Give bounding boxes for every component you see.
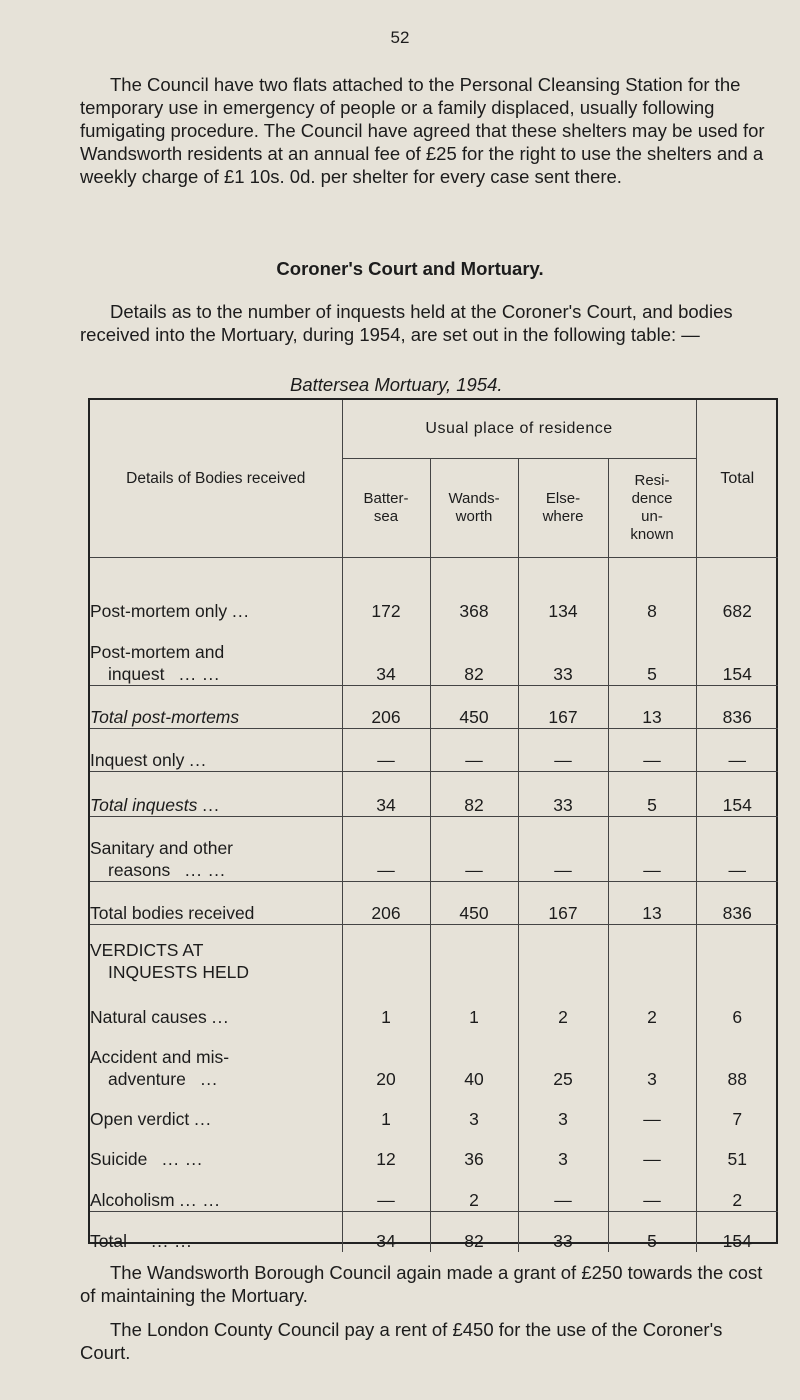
cell-elsewhere: 33 xyxy=(518,772,608,817)
cell-total: 88 xyxy=(727,1068,748,1089)
cell-wandsworth: 82 xyxy=(430,772,518,817)
header-wandsworth: Wands- worth xyxy=(430,459,518,558)
table-caption: Battersea Mortuary, 1954. xyxy=(290,374,503,395)
row-label: Post-mortem and inquest ... ... xyxy=(90,622,342,686)
cell-wandsworth: 82 xyxy=(430,622,518,686)
rent-paragraph: The London County Council pay a rent of £450 for the use of the Coroner's Court. xyxy=(80,1319,723,1363)
row-label: Post-mortem only ... xyxy=(90,558,342,622)
cell-total: 154 xyxy=(696,772,778,817)
cell-wandsworth: 36 xyxy=(430,1130,518,1170)
header-battersea: Batter- sea xyxy=(342,459,430,558)
cell-elsewhere: 3 xyxy=(518,1130,608,1170)
details-paragraph: Details as to the number of inquests held at the Coroner's Court, and bodies received into the Mortuary, during 1954, are set out in the following table: — xyxy=(80,301,733,345)
table-row xyxy=(90,1170,778,1212)
row-label: Accident and mis- adventure ... xyxy=(90,1028,342,1090)
cell-battersea: 12 xyxy=(342,1130,430,1170)
cell-elsewhere: 134 xyxy=(518,558,608,622)
mortuary-table xyxy=(88,398,778,1251)
cell-elsewhere: 167 xyxy=(518,882,608,925)
cell-battersea: 20 xyxy=(342,1028,430,1090)
cell-unknown: 5 xyxy=(608,772,696,817)
cell-battersea: 1 xyxy=(342,1090,430,1130)
cell-unknown: — xyxy=(608,1090,696,1130)
header-elsewhere: Else- where xyxy=(518,459,608,558)
cell-unknown: 2 xyxy=(608,983,696,1028)
cell-wandsworth: 82 xyxy=(430,1212,518,1252)
table-row xyxy=(90,983,778,1028)
header-total: Total xyxy=(696,400,778,558)
table-row xyxy=(90,882,778,925)
cell-elsewhere: 3 xyxy=(518,1090,608,1130)
cell-total: 7 xyxy=(732,1108,743,1129)
cell-total: 2 xyxy=(696,1170,778,1212)
table-row xyxy=(90,1090,778,1130)
table-row xyxy=(90,817,778,882)
table-row xyxy=(90,1130,778,1170)
cell-battersea: 172 xyxy=(342,558,430,622)
cell-unknown: — xyxy=(608,817,696,882)
row-label: Total bodies received xyxy=(90,882,342,925)
cell-total: 154 xyxy=(722,1230,752,1251)
cell-total: — xyxy=(696,729,778,772)
header-residence-group: Usual place of residence xyxy=(342,400,696,459)
cell-wandsworth: 368 xyxy=(430,558,518,622)
page-number: 52 xyxy=(390,28,410,47)
cell-battersea: — xyxy=(342,729,430,772)
cell-unknown: — xyxy=(608,729,696,772)
row-label: Suicide ... ... xyxy=(90,1130,342,1170)
section-heading: Coroner's Court and Mortuary. xyxy=(276,258,544,279)
row-label: Total post-mortems xyxy=(90,686,342,729)
cell-elsewhere: — xyxy=(518,1170,608,1212)
cell-wandsworth: 40 xyxy=(430,1028,518,1090)
row-label: Natural causes ... xyxy=(90,983,342,1028)
cell-total: 154 xyxy=(696,622,778,686)
table-row xyxy=(90,1028,778,1090)
cell-unknown: — xyxy=(608,1130,696,1170)
cell-battersea: 34 xyxy=(342,1212,430,1252)
cell-elsewhere: — xyxy=(518,817,608,882)
cell-total: 6 xyxy=(732,1006,743,1027)
table-row xyxy=(90,925,778,983)
header-residence-unknown: Resi- dence un- known xyxy=(608,459,696,558)
row-label: Open verdict ... xyxy=(90,1090,342,1130)
intro-paragraph: The Council have two flats attached to the Personal Cleansing Station for the temporary use in emergency of people or a family displaced, usually following fumigating procedure. The Council have agreed that these shelters may be used for Wandsworth residents at an annual fee of £25 for the right to use the shelters and a weekly charge of £1 10s. 0d. per shelter for every case sent there. xyxy=(80,74,765,187)
cell-wandsworth: 450 xyxy=(430,686,518,729)
row-label: Sanitary and other reasons ... ... xyxy=(90,817,342,882)
cell-unknown: 13 xyxy=(608,882,696,925)
cell-wandsworth: — xyxy=(430,817,518,882)
cell-elsewhere: 33 xyxy=(518,1212,608,1252)
cell-total: — xyxy=(696,817,778,882)
table-row xyxy=(90,622,778,686)
cell-battersea: — xyxy=(342,1170,430,1212)
cell-total: 51 xyxy=(727,1148,748,1169)
cell-total: 836 xyxy=(696,882,778,925)
row-label: Inquest only ... xyxy=(90,729,342,772)
cell-wandsworth: 3 xyxy=(430,1090,518,1130)
cell-unknown: 13 xyxy=(608,686,696,729)
cell-total: 682 xyxy=(722,600,752,621)
table-row xyxy=(90,729,778,772)
cell-unknown: 8 xyxy=(608,558,696,622)
table-row xyxy=(90,686,778,729)
header-details: Details of Bodies received xyxy=(90,400,342,558)
cell-battersea: — xyxy=(342,817,430,882)
row-label: Alcoholism ... ... xyxy=(90,1170,342,1212)
cell-elsewhere: 167 xyxy=(518,686,608,729)
cell-unknown: — xyxy=(608,1170,696,1212)
cell-elsewhere: — xyxy=(518,729,608,772)
cell-wandsworth: 1 xyxy=(430,983,518,1028)
row-label: Total inquests ... xyxy=(90,772,342,817)
cell-battersea: 206 xyxy=(342,882,430,925)
cell-unknown: 5 xyxy=(608,622,696,686)
cell-wandsworth: — xyxy=(430,729,518,772)
verdicts-heading: VERDICTS AT INQUESTS HELD xyxy=(90,925,342,983)
cell-wandsworth: 2 xyxy=(430,1170,518,1212)
cell-total: 836 xyxy=(696,686,778,729)
cell-battersea: 206 xyxy=(342,686,430,729)
row-label: Total ... ... xyxy=(90,1212,342,1252)
cell-battersea: 34 xyxy=(342,622,430,686)
cell-battersea: 34 xyxy=(342,772,430,817)
table-row xyxy=(90,772,778,817)
cell-wandsworth: 450 xyxy=(430,882,518,925)
cell-unknown: 3 xyxy=(608,1028,696,1090)
cell-elsewhere: 33 xyxy=(518,622,608,686)
cell-elsewhere: 2 xyxy=(518,983,608,1028)
cell-unknown: 5 xyxy=(608,1212,696,1252)
cell-battersea: 1 xyxy=(342,983,430,1028)
table-row xyxy=(90,558,778,622)
cell-elsewhere: 25 xyxy=(518,1028,608,1090)
grant-paragraph: The Wandsworth Borough Council again made a grant of £250 towards the cost of maintaining the Mortuary. xyxy=(80,1262,763,1306)
table-row xyxy=(90,1212,778,1252)
